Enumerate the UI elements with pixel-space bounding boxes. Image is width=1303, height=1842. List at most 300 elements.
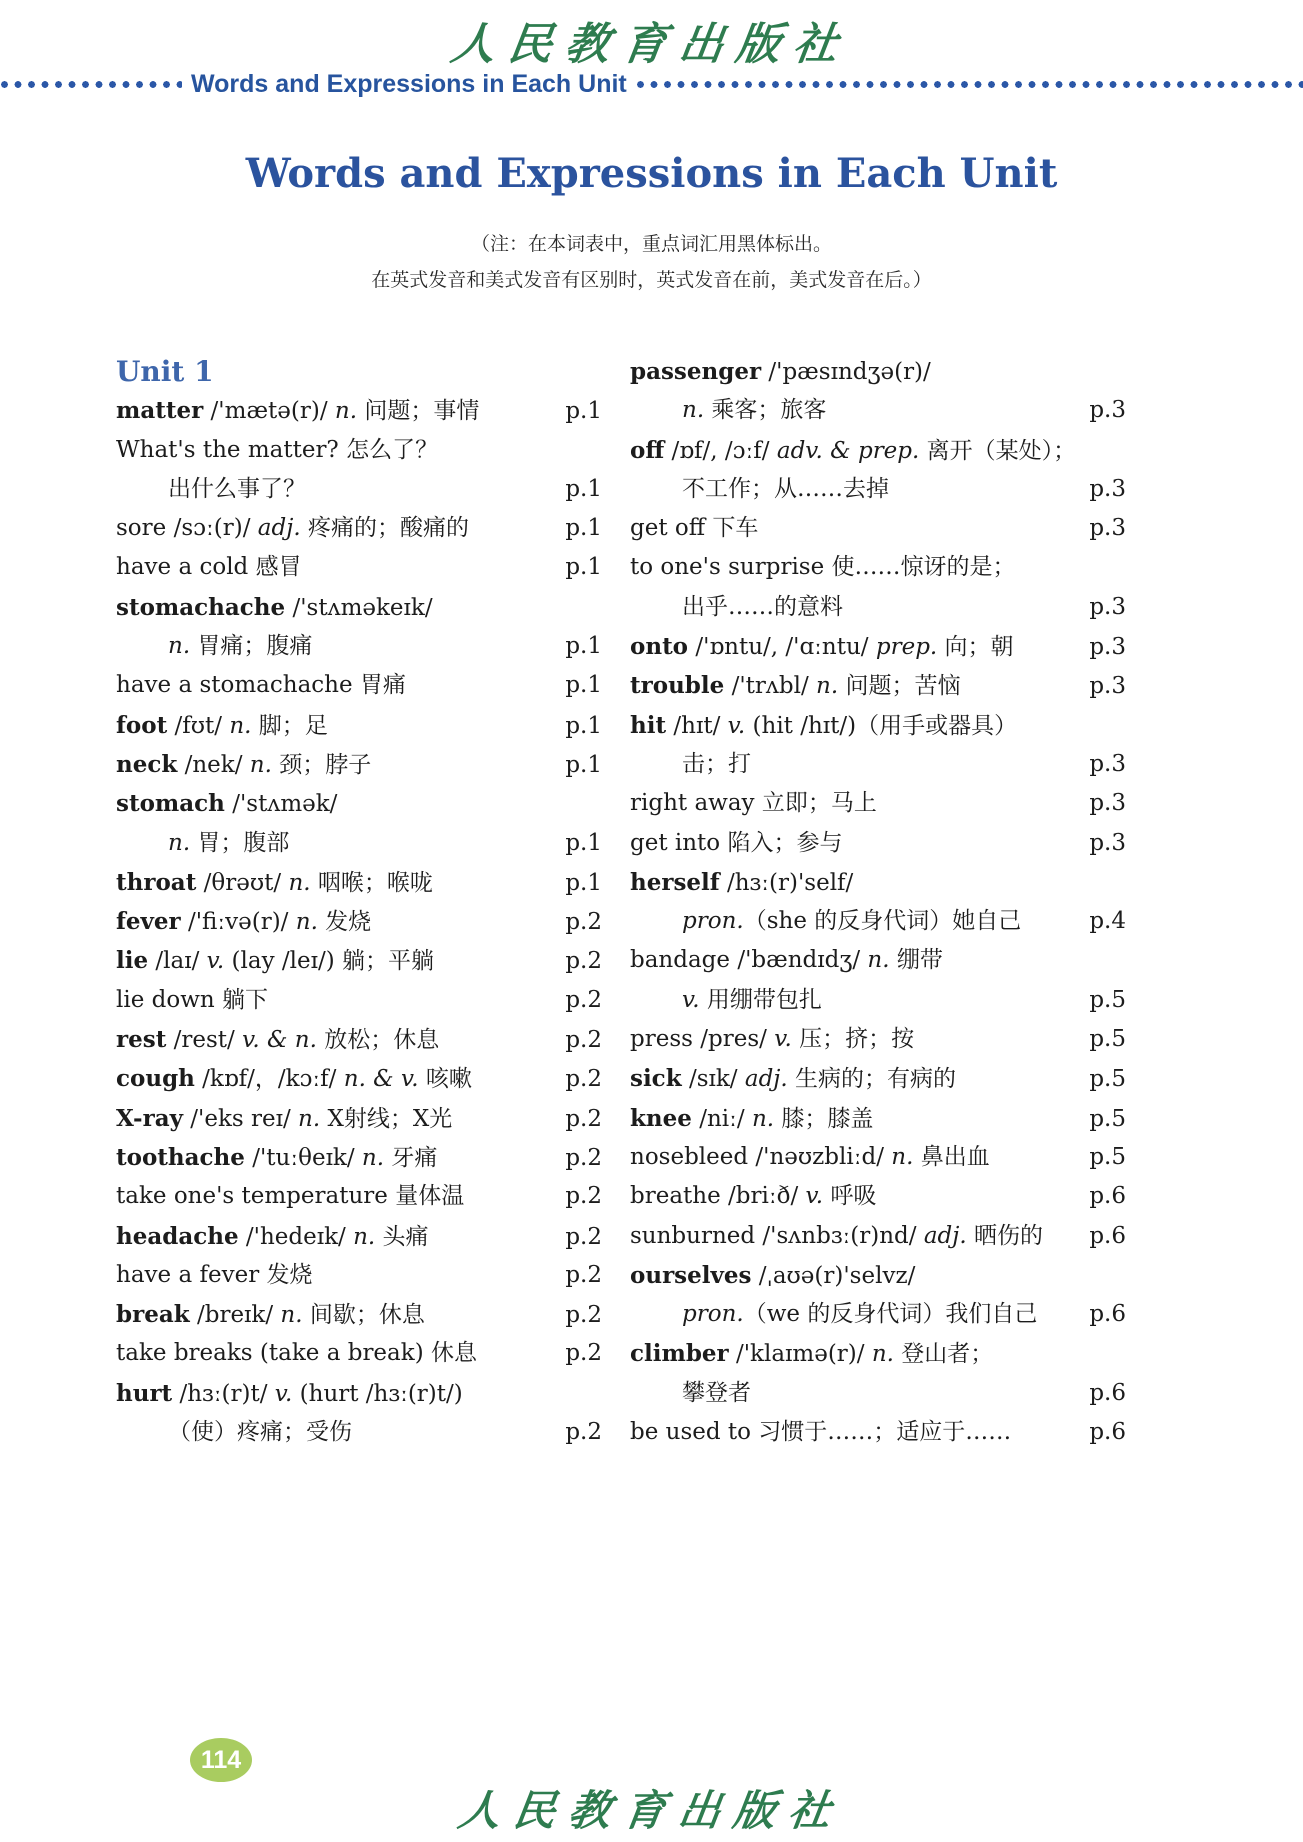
page-reference: p.6 [1089, 1419, 1126, 1446]
entry-segment: 生病的；有病的 [787, 1066, 957, 1093]
page-reference: p.2 [565, 1419, 602, 1446]
entry-segment: /'tuːθeɪk/ [244, 1144, 362, 1171]
entry-text [116, 1374, 548, 1414]
headword: X-ray [116, 1104, 183, 1132]
headword: rest [116, 1026, 167, 1054]
vocab-entry [630, 981, 1126, 1020]
entry-segment: 鼻出血 [913, 1143, 990, 1170]
entry-text [116, 1295, 548, 1335]
pos-label: n. [751, 1105, 775, 1132]
entry-segment: /'fiːvə(r)/ [180, 909, 296, 936]
entry-text [116, 863, 548, 903]
headword: throat [116, 868, 197, 896]
entry-segment: （使）疼痛；受伤 [168, 1419, 352, 1446]
entry-segment: 咳嗽 [418, 1066, 472, 1093]
vocab-entry [630, 509, 1126, 548]
headword: herself [630, 868, 720, 896]
headword: toothache [116, 1143, 245, 1171]
entry-segment: （we 的反身代词）我们自己 [743, 1301, 1038, 1328]
headword: passenger [630, 358, 762, 385]
headword: lie [116, 947, 149, 975]
entry-segment: get into 陷入；参与 [630, 829, 843, 856]
vocab-entry [630, 470, 1126, 509]
vocab-entry [630, 784, 1126, 823]
entry-segment: /hɜː(r)t/ [172, 1380, 275, 1407]
page-header [0, 70, 1303, 99]
vocab-entry [630, 391, 1126, 430]
page-reference: p.2 [565, 1027, 602, 1054]
vocab-entry [116, 824, 602, 863]
entry-segment: /'stʌmək/ [224, 791, 338, 818]
vocab-entry [630, 352, 1126, 391]
headword: hurt [116, 1379, 173, 1407]
page-reference: p.1 [565, 829, 602, 856]
entry-segment: (hit /hɪt/)（用手或器具） [745, 712, 1018, 739]
vocab-entry [630, 745, 1126, 784]
entry-text [116, 1413, 548, 1452]
headword: cough [116, 1065, 195, 1093]
headword: onto [630, 633, 689, 661]
page-reference: p.6 [1089, 1222, 1126, 1249]
vocab-entry [630, 706, 1126, 745]
pos-label: n. [295, 909, 318, 936]
entry-text [116, 824, 548, 863]
page-reference: p.1 [565, 475, 602, 502]
entry-text [630, 391, 1072, 430]
headword: neck [116, 750, 178, 778]
entry-text [630, 1256, 1072, 1296]
dotted-rule-left [0, 80, 182, 89]
entry-text [630, 863, 1072, 903]
entry-segment: /hɜː(r)'self/ [719, 869, 854, 896]
entry-text [630, 352, 1072, 392]
entry-text [116, 470, 548, 509]
entry-text [630, 981, 1072, 1020]
pos-label: v. [206, 948, 225, 975]
left-column-entries [116, 391, 602, 1452]
entry-segment: 头痛 [375, 1223, 429, 1250]
entry-text [116, 745, 548, 785]
unit-heading: Unit 1 [116, 355, 214, 388]
entry-text [630, 548, 1072, 587]
page-reference: p.1 [565, 633, 602, 660]
vocab-entry [116, 1138, 602, 1177]
vocab-entry [630, 666, 1126, 705]
entry-text [116, 981, 548, 1020]
entry-segment: 出乎……的意料 [682, 593, 843, 620]
page-reference: p.1 [565, 515, 602, 542]
vocab-entry [630, 1295, 1126, 1334]
entry-segment: lie down 躺下 [116, 986, 269, 1013]
vocab-entry [630, 1020, 1126, 1059]
entry-segment: be used to 习惯于……；适应于…… [630, 1419, 1012, 1446]
vocab-entry [116, 941, 602, 980]
entry-segment: 颈；脖子 [271, 751, 372, 778]
vocab-entry [630, 1099, 1126, 1138]
vocab-entry [630, 431, 1126, 470]
entry-text [630, 1059, 1072, 1099]
headword: climber [630, 1340, 729, 1368]
page-reference: p.5 [1089, 1105, 1126, 1132]
entry-text [630, 470, 1072, 509]
entry-segment: right away 立即；马上 [630, 790, 877, 817]
pos-label: n. [891, 1143, 914, 1170]
pos-label: v. [727, 712, 746, 739]
pos-label: adj. [257, 515, 301, 542]
entry-segment: /'eks reɪ/ [182, 1105, 299, 1132]
entry-segment: /'ɒntu/, /'ɑːntu/ [688, 634, 876, 661]
page-reference: p.2 [565, 986, 602, 1013]
entry-text [630, 1413, 1072, 1452]
page-reference: p.5 [1089, 1143, 1126, 1170]
headword: trouble [630, 672, 725, 700]
entry-segment: 发烧 [317, 909, 372, 936]
entry-segment: (hurt /hɜː(r)t/) [292, 1380, 463, 1407]
entry-text [116, 1334, 548, 1373]
entry-text [630, 1374, 1072, 1413]
page-reference: p.3 [1089, 673, 1126, 700]
page-reference: p.3 [1089, 750, 1126, 777]
entry-text [630, 588, 1072, 627]
pos-label: v. [805, 1183, 824, 1210]
pos-label: n. & v. [343, 1066, 419, 1093]
page-reference: p.2 [565, 948, 602, 975]
page-reference: p.3 [1089, 475, 1126, 502]
pos-label: adj. [923, 1222, 967, 1249]
page-reference: p.3 [1089, 515, 1126, 542]
entry-segment: /laɪ/ [148, 948, 207, 975]
dotted-rule-right [636, 80, 1303, 89]
entry-segment: 问题；事情 [357, 398, 480, 425]
page-reference: p.6 [1089, 1301, 1126, 1328]
entry-text [116, 1177, 548, 1216]
entry-segment: /breɪk/ [189, 1302, 281, 1329]
entry-text [116, 1020, 548, 1060]
vocab-entry [116, 1217, 602, 1256]
vocab-entry [116, 863, 602, 902]
vocab-entry [116, 588, 602, 627]
page-reference: p.2 [565, 1183, 602, 1210]
entry-text [116, 588, 548, 628]
entry-segment: /kɒf/，/kɔːf/ [194, 1066, 344, 1093]
entry-text [630, 509, 1072, 548]
vocab-entry [630, 824, 1126, 863]
entry-segment: 出什么事了？ [168, 475, 306, 502]
page-reference: p.1 [565, 712, 602, 739]
vocab-entry [630, 1177, 1126, 1216]
vocab-entry [630, 1374, 1126, 1413]
vocab-entry [116, 1177, 602, 1216]
pos-label: n. [682, 397, 705, 424]
vocab-entry [630, 588, 1126, 627]
entry-segment: 放松；休息 [316, 1027, 440, 1054]
entry-text [116, 1059, 548, 1099]
vocab-entry [116, 509, 602, 548]
vocab-entry [630, 863, 1126, 902]
entry-text [116, 1099, 548, 1139]
pos-label: v. [774, 1026, 792, 1053]
pos-label: n. [353, 1223, 376, 1250]
entry-segment: 攀登者 [682, 1379, 751, 1406]
headword: off [630, 436, 665, 464]
entry-segment: 乘客；旅客 [704, 397, 827, 424]
note-block [0, 226, 1303, 298]
pos-label: n. [288, 869, 311, 896]
entry-segment: 登山者； [893, 1341, 994, 1368]
entry-segment: /ˌaʊə(r)'selvz/ [751, 1262, 916, 1289]
entry-segment: /θrəʊt/ [196, 869, 289, 896]
entry-text [630, 627, 1072, 667]
pos-label: n. [867, 947, 890, 974]
entry-text [116, 706, 548, 746]
vocab-entry [116, 902, 602, 941]
entry-segment: 间歇；休息 [302, 1302, 425, 1329]
entry-text [630, 666, 1072, 706]
vocab-entry [116, 470, 602, 509]
right-column-entries [630, 352, 1126, 1452]
entry-segment: 绷带 [889, 947, 943, 974]
page-reference: p.3 [1089, 397, 1126, 424]
entry-text [116, 1217, 548, 1257]
entry-segment: take breaks (take a break) 休息 [116, 1340, 477, 1367]
entry-segment: /'mætə(r)/ [203, 398, 335, 425]
vocab-entry [116, 666, 602, 705]
note-line-1: （注：在本词表中，重点词汇用黑体标出。 [470, 233, 832, 255]
entry-segment: 脚；足 [251, 712, 328, 739]
page-reference: p.2 [565, 1105, 602, 1132]
left-column [116, 352, 602, 1452]
headword: break [116, 1301, 190, 1329]
entry-segment: 击；打 [682, 750, 751, 777]
vocab-entry [630, 941, 1126, 980]
entry-segment: 不工作；从……去掉 [682, 475, 889, 502]
entry-segment: 胃痛；腹痛 [190, 633, 313, 660]
entry-text [630, 1138, 1072, 1177]
headword: stomach [116, 790, 225, 818]
vocab-entry [630, 548, 1126, 587]
entry-segment: 胃；腹部 [190, 829, 290, 856]
entry-segment: （she 的反身代词）她自己 [743, 908, 1022, 935]
publisher-logo-top: 人民教育出版社 [447, 19, 854, 70]
page-reference: p.1 [565, 751, 602, 778]
pos-label: n. [298, 1105, 321, 1132]
pos-label: n. [280, 1302, 303, 1329]
headword: fever [116, 908, 181, 936]
page-reference: p.3 [1089, 634, 1126, 661]
entry-segment: have a fever 发烧 [116, 1261, 313, 1288]
pos-label: v. [682, 986, 700, 1013]
entry-text [116, 784, 548, 824]
entry-text [630, 431, 1076, 471]
headword: sick [630, 1065, 682, 1093]
entry-segment: /ɒf/, /ɔːf/ [664, 437, 777, 464]
vocab-entry [116, 784, 602, 823]
entry-segment: 用绷带包扎 [699, 986, 822, 1013]
entry-text [630, 1020, 1072, 1059]
vocab-entry [116, 391, 602, 430]
vocab-entry [116, 1374, 602, 1413]
vocab-entry [116, 981, 602, 1020]
vocab-entry [116, 1256, 602, 1295]
pos-label: pron. [682, 908, 744, 935]
entry-text [630, 1217, 1072, 1256]
entry-segment: 压；挤；按 [791, 1026, 915, 1053]
page-reference: p.2 [565, 1261, 602, 1288]
headword: ourselves [630, 1261, 752, 1289]
entry-segment: 向；朝 [937, 634, 1014, 661]
vocab-entry [116, 745, 602, 784]
entry-segment: What's the matter? 怎么了？ [116, 436, 439, 463]
page-reference: p.1 [565, 869, 602, 896]
page-reference: p.2 [565, 1223, 602, 1250]
entry-segment: press /pres/ [630, 1026, 775, 1053]
entry-text [630, 1177, 1072, 1216]
entry-segment: /rest/ [166, 1027, 243, 1054]
page-reference: p.4 [1089, 908, 1126, 935]
vocab-entry [116, 1295, 602, 1334]
entry-text [116, 509, 548, 548]
vocab-entry [630, 902, 1126, 941]
entry-text [116, 1138, 548, 1178]
headword: knee [630, 1104, 692, 1132]
vocab-entry [630, 1059, 1126, 1098]
page-reference: p.3 [1089, 790, 1126, 817]
entry-segment: have a cold 感冒 [116, 554, 302, 581]
entry-text [116, 431, 548, 470]
pos-label: n. [229, 712, 252, 739]
entry-text [116, 627, 548, 666]
vocab-entry [116, 1059, 602, 1098]
entry-segment: /'stʌməkeɪk/ [285, 594, 433, 621]
vocab-entry [116, 1099, 602, 1138]
page-reference: p.2 [565, 1302, 602, 1329]
entry-segment: 晒伤的 [966, 1222, 1044, 1249]
pos-label: n. [168, 829, 191, 856]
page-reference: p.1 [565, 398, 602, 425]
pos-label: n. [334, 398, 358, 425]
pos-label: n. [249, 751, 272, 778]
pos-label: v. [274, 1380, 293, 1407]
entry-segment: 疼痛的；酸痛的 [300, 515, 469, 542]
entry-text [630, 1334, 1072, 1374]
page-reference: p.1 [565, 672, 602, 699]
entry-text [630, 745, 1072, 784]
entry-text [630, 706, 1072, 746]
pos-label: n. [816, 673, 839, 700]
pos-label: n. [168, 633, 191, 660]
page-reference: p.5 [1089, 986, 1126, 1013]
page-reference: p.2 [565, 1340, 602, 1367]
vocab-entry [116, 1020, 602, 1059]
entry-segment: have a stomachache 胃痛 [116, 672, 406, 699]
entry-segment: nosebleed /'nəʊzbliːd/ [630, 1143, 892, 1170]
vocab-entry [630, 1138, 1126, 1177]
header-label: Words and Expressions in Each Unit [191, 70, 627, 98]
entry-text [630, 824, 1072, 863]
headword: matter [116, 397, 204, 425]
headword: foot [116, 711, 168, 739]
entry-segment: /'hedeɪk/ [238, 1223, 354, 1250]
page-reference: p.6 [1089, 1379, 1126, 1406]
entry-text [116, 902, 548, 942]
note-line-2: 在英式发音和美式发音有区别时，英式发音在前，美式发音在后。） [371, 269, 932, 291]
entry-segment: /sɪk/ [681, 1066, 745, 1093]
entry-segment: /nek/ [177, 751, 250, 778]
entry-text [630, 941, 1072, 980]
pos-label: prep. [875, 634, 938, 661]
entry-text [116, 548, 548, 587]
page-title: Words and Expressions in Each Unit [245, 150, 1058, 197]
page-reference: p.5 [1089, 1066, 1126, 1093]
entry-segment: 问题；苦恼 [838, 673, 961, 700]
page-reference: p.3 [1089, 829, 1126, 856]
pos-label: adj. [744, 1066, 788, 1093]
entry-text [116, 391, 548, 431]
page-reference: p.5 [1089, 1026, 1126, 1053]
headword: stomachache [116, 593, 286, 621]
page-reference: p.2 [565, 909, 602, 936]
page-reference: p.2 [565, 1144, 602, 1171]
entry-segment: 牙痛 [384, 1144, 438, 1171]
entry-segment: breathe /briːð/ [630, 1183, 806, 1210]
vocab-entry [116, 1413, 602, 1452]
entry-segment: 咽喉；喉咙 [310, 869, 433, 896]
vocab-entry [116, 1334, 602, 1373]
right-column [630, 352, 1126, 1452]
entry-text [116, 666, 548, 705]
vocab-entry [630, 1256, 1126, 1295]
entry-segment: get off 下车 [630, 515, 759, 542]
entry-segment: 呼吸 [823, 1183, 877, 1210]
entry-segment: /'trʌbl/ [724, 673, 817, 700]
entry-segment: /'klaɪmə(r)/ [728, 1341, 872, 1368]
page-reference: p.1 [565, 554, 602, 581]
entry-text [630, 1099, 1072, 1139]
vocab-entry [630, 1334, 1126, 1373]
entry-segment: /hɪt/ [666, 712, 728, 739]
headword: hit [630, 711, 667, 739]
entry-segment: 离开（某处）； [919, 437, 1077, 464]
entry-text [116, 941, 548, 981]
page-reference: p.2 [565, 1066, 602, 1093]
page-reference: p.3 [1089, 593, 1126, 620]
pos-label: pron. [682, 1301, 744, 1328]
vocab-entry [630, 1217, 1126, 1256]
entry-segment: /'pæsɪndʒə(r)/ [761, 359, 931, 385]
pos-label: n. [871, 1341, 894, 1368]
pos-label: adv. & prep. [776, 437, 920, 464]
entry-segment: sore /sɔː(r)/ [116, 515, 258, 542]
page-reference: p.6 [1089, 1183, 1126, 1210]
publisher-logo-bottom: 人民教育出版社 [455, 1786, 848, 1835]
entry-text [630, 902, 1072, 941]
vocab-entry [630, 1413, 1126, 1452]
entry-segment: 膝；膝盖 [774, 1105, 874, 1132]
entry-segment: to one's surprise 使……惊讶的是； [630, 554, 1016, 581]
entry-segment: sunburned /'sʌnbɜː(r)nd/ [630, 1222, 924, 1249]
entry-segment: (lay /leɪ/) 躺；平躺 [224, 948, 434, 975]
entry-text [116, 1256, 548, 1295]
pos-label: v. & n. [242, 1027, 317, 1054]
entry-segment: X射线；X光 [320, 1105, 453, 1132]
vocab-entry [116, 431, 602, 470]
entry-segment: bandage /'bændɪdʒ/ [630, 947, 868, 974]
vocab-entry [630, 627, 1126, 666]
entry-segment: /fʊt/ [167, 712, 230, 739]
vocab-entry [116, 627, 602, 666]
page-number-badge: 114 [190, 1738, 252, 1782]
entry-text [630, 1295, 1072, 1334]
